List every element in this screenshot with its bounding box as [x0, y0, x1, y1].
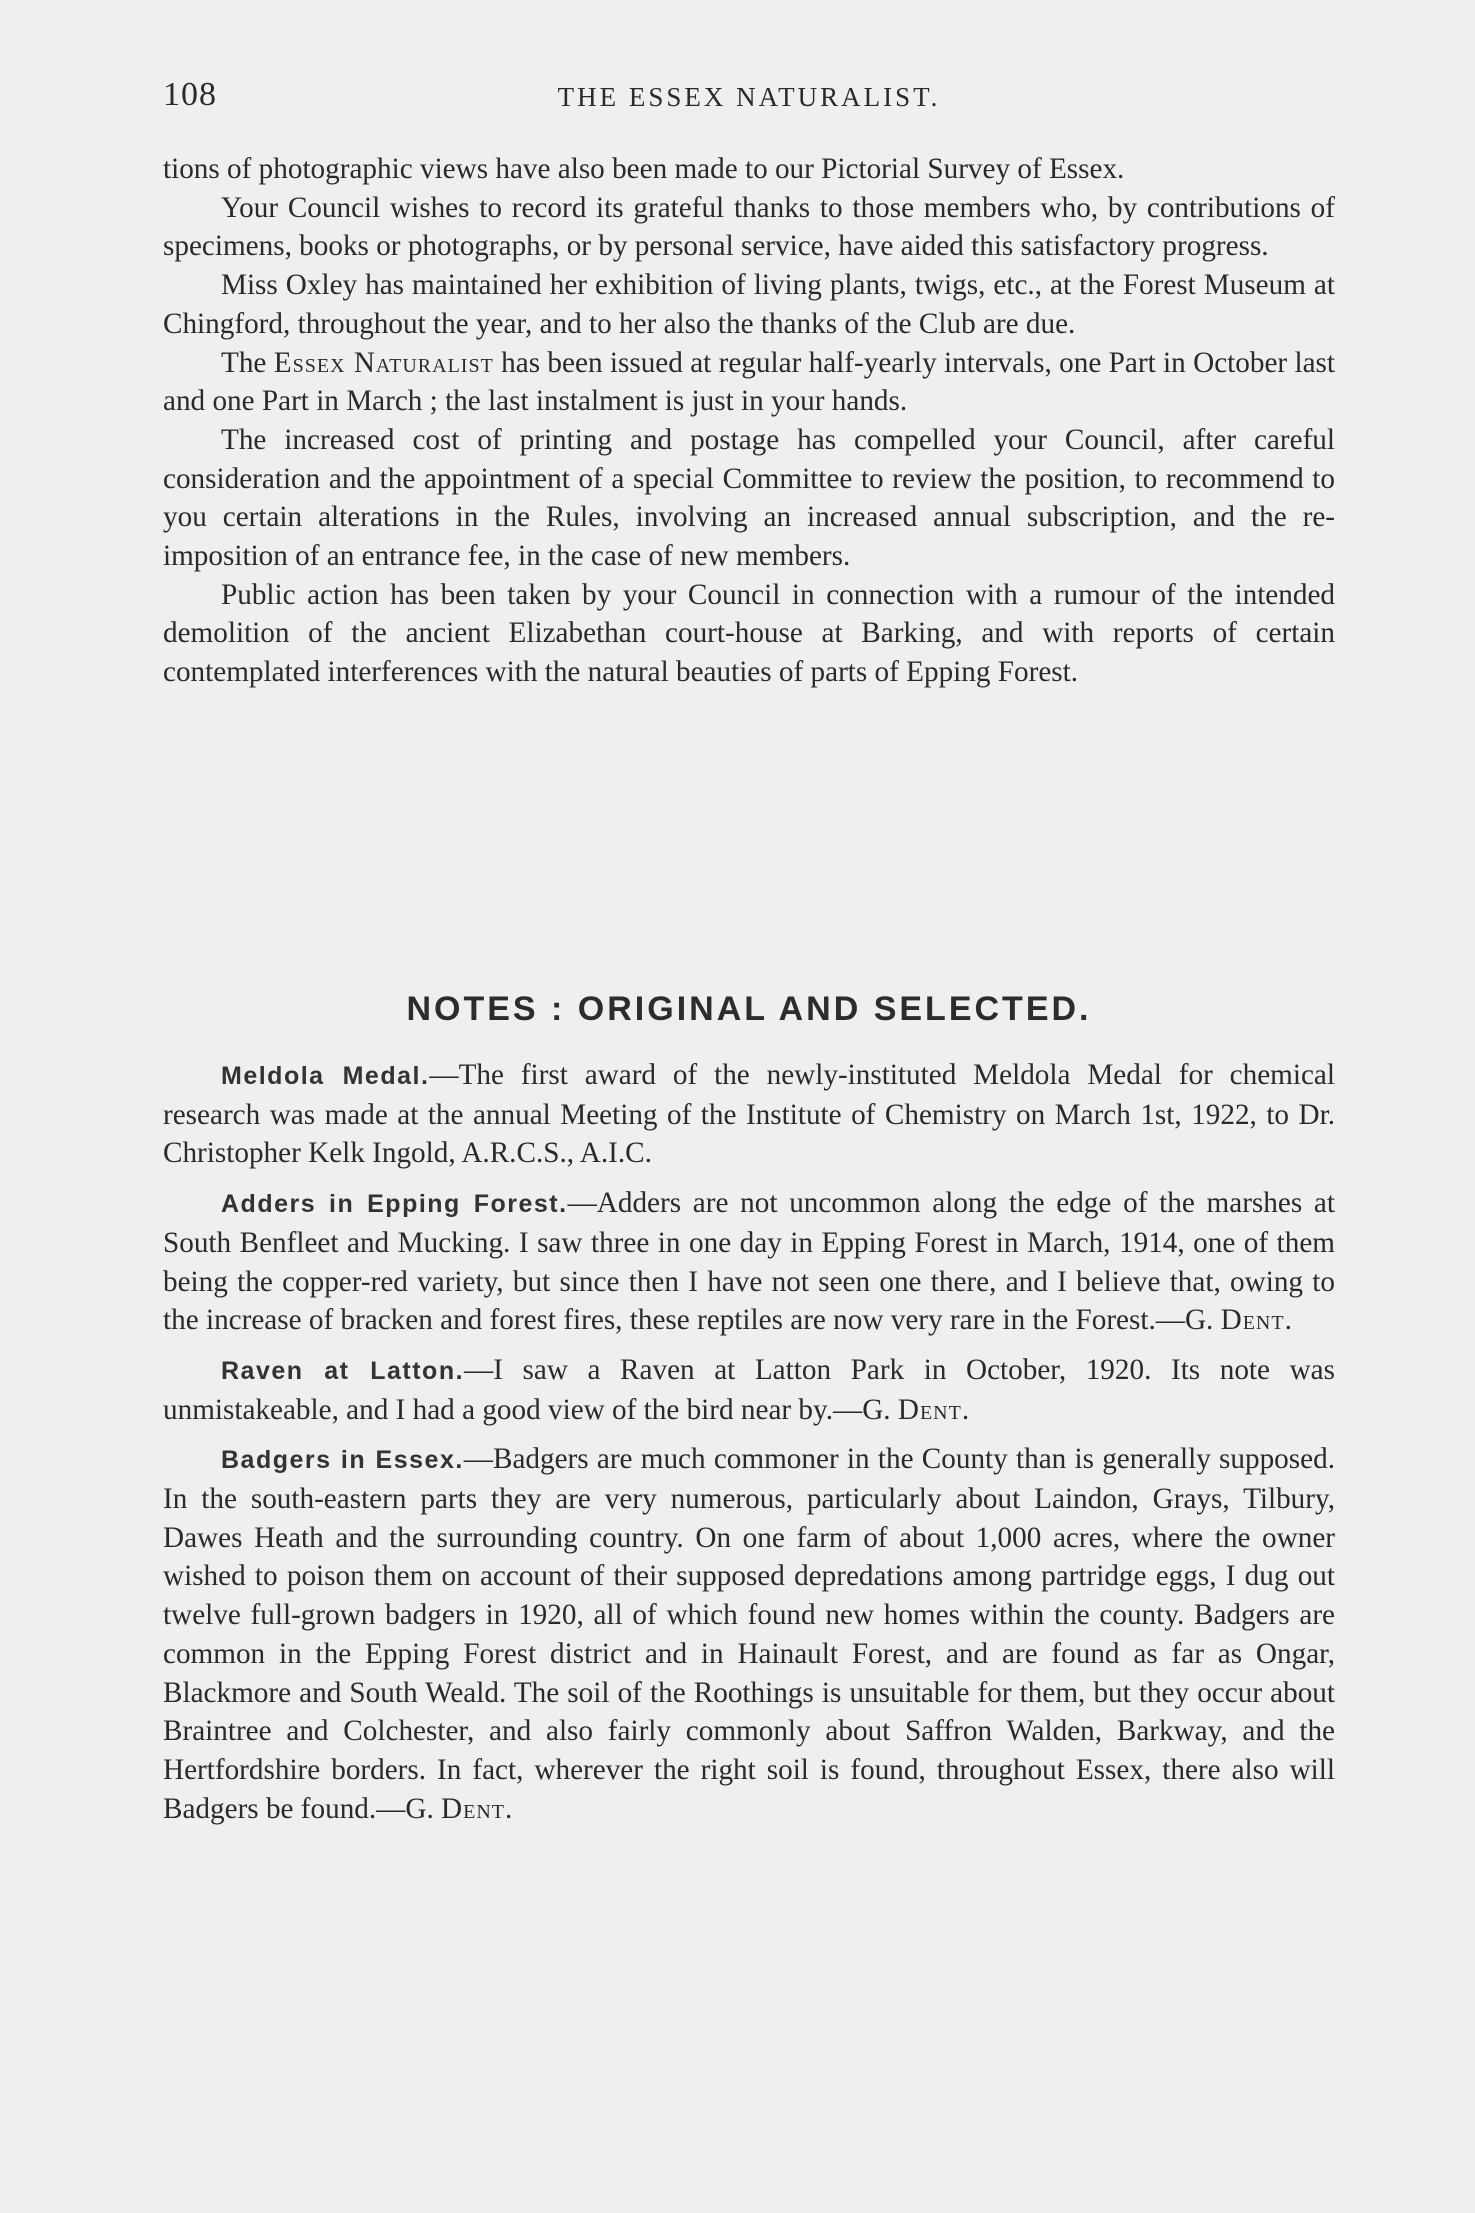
note-signature: Dent. — [441, 1792, 514, 1825]
note-text: —I saw a Raven at Latton Park in October, 1920. Its note was unmistakeable, and I had a good view of the bird near by.—G. — [163, 1353, 1335, 1426]
note-raven — [163, 1351, 1335, 1429]
note-text: —The first award of the newly-instituted Meldola Medal for chemical research was made at the annual Meeting of the Institute of Chemistry on March 1st, 1922, to Dr. Christopher Kelk Ingold, A.R.C.S., A.I.C. — [163, 1059, 1335, 1170]
paragraph-thanks: Your Council wishes to record its grateful thanks to those members who, by contributions of specimens, books or photographs, or by personal service, have aided this satisfactory progress. — [163, 191, 1335, 263]
note-meldola-medal — [163, 1056, 1335, 1173]
note-text: —Adders are not uncommon along the edge of the marshes at South Benfleet and Mucking. I saw three in one day in Epping Forest in March, 1914, one of them being the copper-red variety, but since then I have not seen one there, and I believe that, owing to the increase of bracken and forest fires, these reptiles are now very rare in the Forest.—G. — [163, 1187, 1335, 1337]
note-title: Raven at Latton. — [221, 1356, 465, 1385]
page-header — [163, 76, 1335, 120]
note-title: Meldola Medal. — [221, 1062, 430, 1090]
notes-heading: NOTES : ORIGINAL AND SELECTED. — [406, 990, 1092, 1028]
paragraph-public-action: Public action has been taken by your Council in connection with a rumour of the intended demolition of the ancient Elizabethan court-house at Barking, and with reports of certain contemplated interferences with the natural beauties of parts of Epping Forest. — [163, 578, 1335, 689]
paragraph-continued: tions of photographic views have also been made to our Pictorial Survey of Essex. — [163, 153, 1125, 185]
report-text — [163, 150, 1335, 692]
page-number: 108 — [163, 76, 217, 113]
note-signature: Dent. — [897, 1393, 971, 1426]
note-signature: Dent. — [1220, 1304, 1293, 1337]
journal-title: Essex Naturalist — [273, 346, 494, 379]
paragraph-journal-lead: The — [221, 346, 267, 379]
note-badgers — [163, 1440, 1335, 1828]
running-title: THE ESSEX NATURALIST. — [557, 82, 941, 112]
paragraph-journal — [163, 344, 1335, 421]
notes-section — [163, 1056, 1335, 1839]
note-text: —Badgers are much commoner in the County than is generally supposed. In the south-eastern parts they are very numerous, particularly about Laindon, Grays, Tilbury, Dawes Heath and the surrounding country. On one farm of about 1,000 acres, where the owner wished to poison them on account of their supposed depredations among partridge eggs, I dug out twelve full-grown badgers in 1920, all of which found new homes within the county. Badgers are common in the Epping Forest district and in Hainault Forest, and are found as far as Ongar, Blackmore and South Weald. The soil of the Roothings is unsuitable for them, but they occur about Braintree and Colchester, and also fairly commonly about Saffron Walden, Barkway, and the Hertfordshire borders. In fact, wherever the right soil is found, throughout Essex, there also will Badgers be found.—G. — [163, 1443, 1335, 1825]
note-adders — [163, 1184, 1335, 1340]
paragraph-exhibition: Miss Oxley has maintained her exhibition of living plants, twigs, etc., at the Forest Museum at Chingford, throughout the year, and to her also the thanks of the Club are due. — [163, 269, 1335, 340]
note-title: Badgers in Essex. — [221, 1446, 464, 1475]
paragraph-journal-rest: has been issued at regular half-yearly intervals, one Part in October last and one Part in March ; the last instalment is just in your hands. — [163, 346, 1336, 418]
note-title: Adders in Epping Forest. — [221, 1190, 568, 1219]
paragraph-costs: The increased cost of printing and postage has compelled your Council, after careful consideration and the appointment of a special Committee to review the position, to recommend to you certain alterations in the Rules, involving an increased annual subscription, and the re-imposition of an entrance fee, in the case of new members. — [163, 423, 1335, 573]
